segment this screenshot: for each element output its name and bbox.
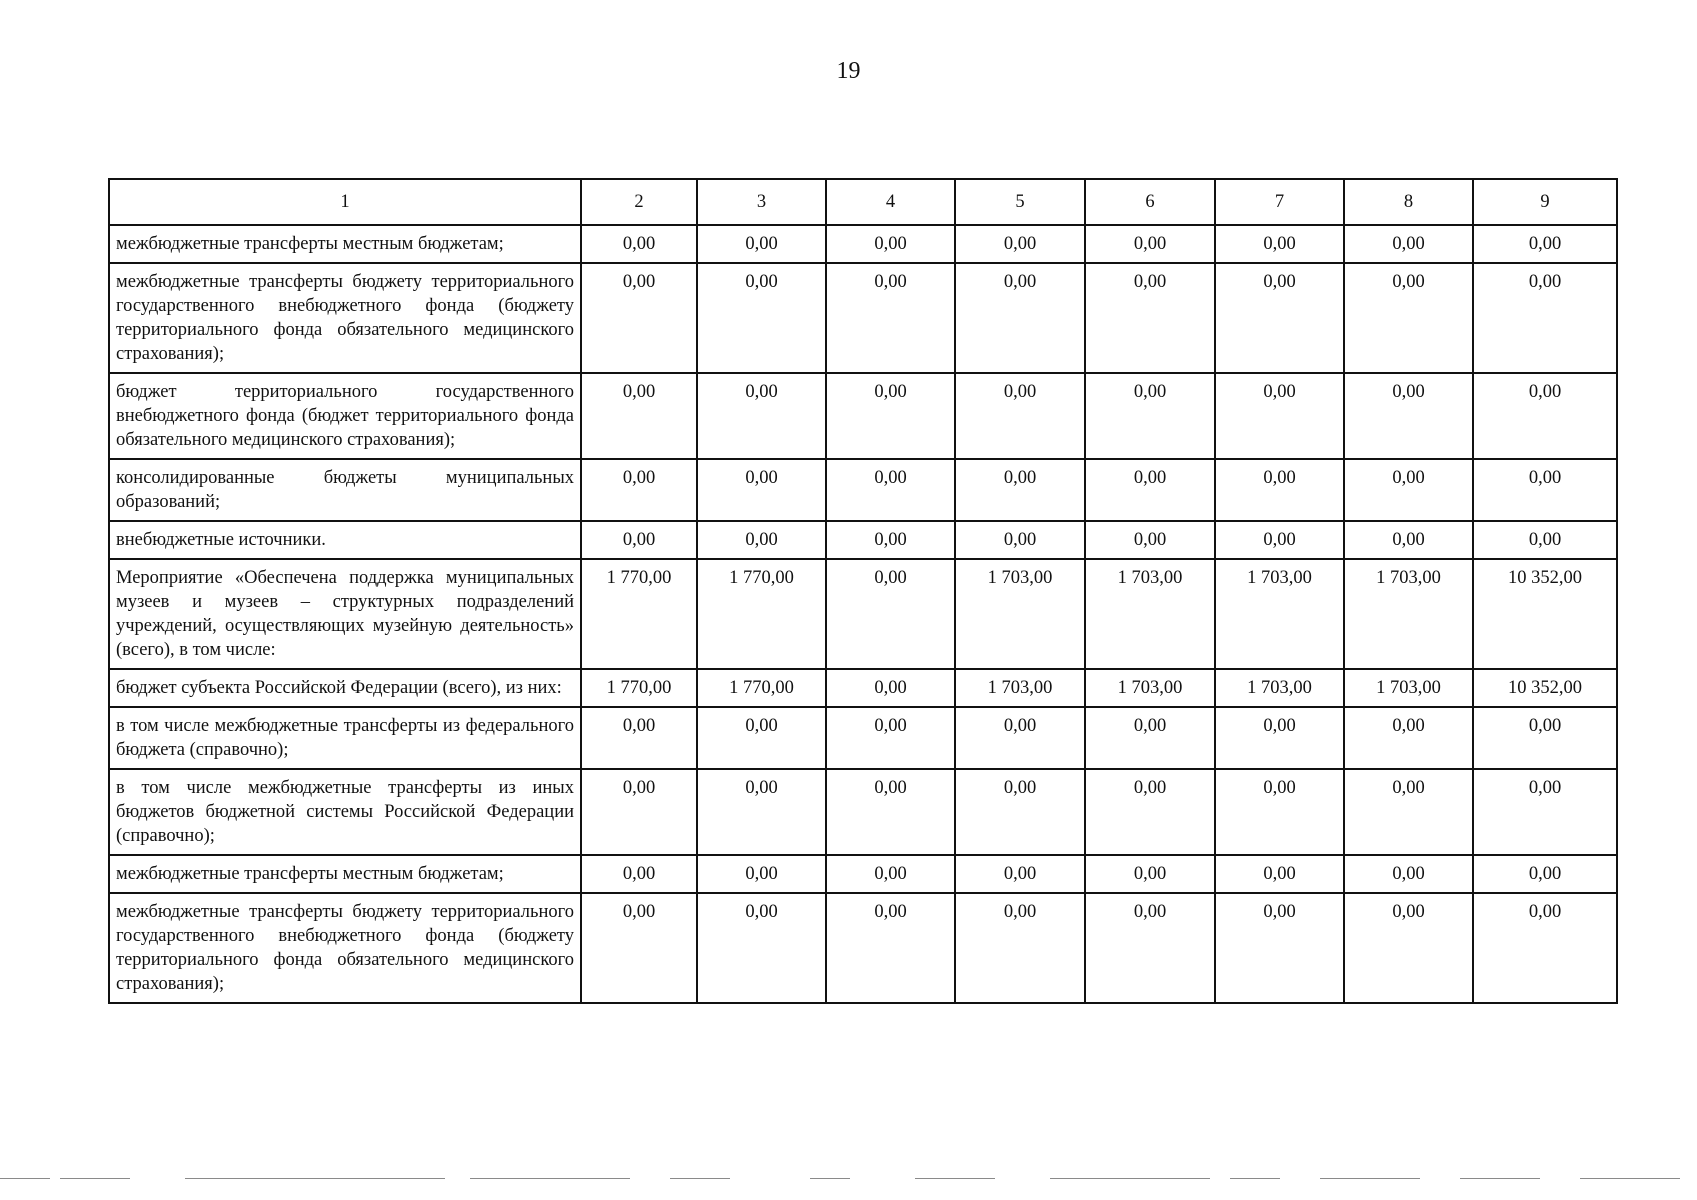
value-cell: 0,00 — [1344, 769, 1473, 855]
scan-artifact — [1230, 1178, 1280, 1179]
value-cell: 1 703,00 — [955, 669, 1085, 707]
value-cell: 0,00 — [1215, 263, 1344, 373]
value-cell: 0,00 — [955, 225, 1085, 263]
row-label: межбюджетные трансферты бюджету территориального государственного внебюджетного фонда (бюджету территориального фонда обязательного медицинского страхования); — [109, 263, 581, 373]
value-cell: 0,00 — [581, 225, 697, 263]
column-header: 2 — [581, 179, 697, 225]
scan-artifact — [1460, 1178, 1540, 1179]
column-header: 8 — [1344, 179, 1473, 225]
value-cell: 0,00 — [697, 263, 826, 373]
value-cell: 0,00 — [1344, 707, 1473, 769]
value-cell: 10 352,00 — [1473, 669, 1617, 707]
value-cell: 0,00 — [1473, 225, 1617, 263]
value-cell: 0,00 — [1473, 855, 1617, 893]
value-cell: 0,00 — [1344, 263, 1473, 373]
value-cell: 0,00 — [697, 707, 826, 769]
column-header: 3 — [697, 179, 826, 225]
value-cell: 0,00 — [1473, 459, 1617, 521]
value-cell: 0,00 — [581, 707, 697, 769]
value-cell: 1 770,00 — [697, 559, 826, 669]
page-number: 19 — [836, 58, 861, 84]
value-cell: 0,00 — [826, 559, 955, 669]
value-cell: 1 770,00 — [581, 669, 697, 707]
scan-artifact — [1580, 1178, 1680, 1179]
column-header: 7 — [1215, 179, 1344, 225]
value-cell: 0,00 — [826, 263, 955, 373]
value-cell: 0,00 — [1085, 855, 1215, 893]
value-cell: 0,00 — [1085, 521, 1215, 559]
table-row — [109, 893, 1617, 1003]
value-cell: 1 703,00 — [1215, 669, 1344, 707]
value-cell: 1 703,00 — [1085, 559, 1215, 669]
scan-artifact — [1050, 1178, 1210, 1179]
value-cell: 0,00 — [955, 263, 1085, 373]
value-cell: 0,00 — [581, 893, 697, 1003]
value-cell: 0,00 — [697, 769, 826, 855]
value-cell: 0,00 — [826, 373, 955, 459]
value-cell: 0,00 — [1085, 769, 1215, 855]
value-cell: 0,00 — [697, 373, 826, 459]
value-cell: 0,00 — [1215, 855, 1344, 893]
scan-artifact — [670, 1178, 730, 1179]
value-cell: 0,00 — [581, 373, 697, 459]
value-cell: 0,00 — [826, 521, 955, 559]
row-label: внебюджетные источники. — [109, 521, 581, 559]
scan-artifact — [470, 1178, 630, 1179]
scan-artifact — [60, 1178, 130, 1179]
value-cell: 0,00 — [1344, 225, 1473, 263]
value-cell: 0,00 — [1473, 263, 1617, 373]
value-cell: 0,00 — [955, 521, 1085, 559]
value-cell: 10 352,00 — [1473, 559, 1617, 669]
value-cell: 0,00 — [955, 893, 1085, 1003]
table-row — [109, 263, 1617, 373]
value-cell: 0,00 — [1344, 893, 1473, 1003]
value-cell: 0,00 — [697, 893, 826, 1003]
table-row — [109, 521, 1617, 559]
row-label: консолидированные бюджеты муниципальных образований; — [109, 459, 581, 521]
table-row — [109, 459, 1617, 521]
value-cell: 0,00 — [1344, 459, 1473, 521]
table-row — [109, 669, 1617, 707]
value-cell: 0,00 — [955, 459, 1085, 521]
value-cell: 0,00 — [697, 225, 826, 263]
value-cell: 0,00 — [826, 459, 955, 521]
column-header: 1 — [109, 179, 581, 225]
table-row — [109, 769, 1617, 855]
column-header: 9 — [1473, 179, 1617, 225]
value-cell: 0,00 — [1473, 893, 1617, 1003]
value-cell: 0,00 — [1344, 855, 1473, 893]
value-cell: 0,00 — [1344, 521, 1473, 559]
row-label: в том числе межбюджетные трансферты из иных бюджетов бюджетной системы Российской Федерации (справочно); — [109, 769, 581, 855]
row-label: межбюджетные трансферты местным бюджетам; — [109, 225, 581, 263]
table-row — [109, 225, 1617, 263]
value-cell: 0,00 — [697, 459, 826, 521]
value-cell: 1 703,00 — [1215, 559, 1344, 669]
value-cell: 0,00 — [581, 263, 697, 373]
value-cell: 0,00 — [955, 855, 1085, 893]
value-cell: 0,00 — [826, 893, 955, 1003]
row-label: Мероприятие «Обеспечена поддержка муниципальных музеев и музеев – структурных подразделений учреждений, осуществляющих музейную деятельность» (всего), в том числе: — [109, 559, 581, 669]
scan-artifact — [810, 1178, 850, 1179]
value-cell: 0,00 — [697, 521, 826, 559]
value-cell: 0,00 — [826, 707, 955, 769]
value-cell: 0,00 — [1085, 225, 1215, 263]
value-cell: 0,00 — [1215, 459, 1344, 521]
value-cell: 0,00 — [1215, 521, 1344, 559]
value-cell: 0,00 — [581, 855, 697, 893]
value-cell: 0,00 — [1085, 263, 1215, 373]
value-cell: 0,00 — [955, 769, 1085, 855]
value-cell: 0,00 — [1215, 707, 1344, 769]
scan-artifact — [0, 1178, 50, 1179]
value-cell: 0,00 — [1473, 521, 1617, 559]
budget-table — [108, 178, 1618, 1004]
table-body — [109, 225, 1617, 1003]
value-cell: 0,00 — [1473, 707, 1617, 769]
value-cell: 0,00 — [1085, 893, 1215, 1003]
table-row — [109, 373, 1617, 459]
value-cell: 0,00 — [1215, 893, 1344, 1003]
column-header: 5 — [955, 179, 1085, 225]
value-cell: 0,00 — [581, 769, 697, 855]
value-cell: 0,00 — [1085, 459, 1215, 521]
header-row — [109, 179, 1617, 225]
scan-artifact — [185, 1178, 445, 1179]
value-cell: 1 703,00 — [1085, 669, 1215, 707]
value-cell: 0,00 — [826, 769, 955, 855]
value-cell: 0,00 — [1215, 769, 1344, 855]
value-cell: 0,00 — [1215, 225, 1344, 263]
row-label: бюджет территориального государственного внебюджетного фонда (бюджет территориального фонда обязательного медицинского страхования); — [109, 373, 581, 459]
value-cell: 1 770,00 — [697, 669, 826, 707]
table-row — [109, 855, 1617, 893]
table-row — [109, 559, 1617, 669]
value-cell: 1 703,00 — [955, 559, 1085, 669]
value-cell: 1 770,00 — [581, 559, 697, 669]
row-label: межбюджетные трансферты бюджету территориального государственного внебюджетного фонда (бюджету территориального фонда обязательного медицинского страхования); — [109, 893, 581, 1003]
value-cell: 0,00 — [1215, 373, 1344, 459]
value-cell: 0,00 — [697, 855, 826, 893]
value-cell: 0,00 — [826, 855, 955, 893]
column-header: 6 — [1085, 179, 1215, 225]
value-cell: 0,00 — [826, 669, 955, 707]
row-label: в том числе межбюджетные трансферты из федерального бюджета (справочно); — [109, 707, 581, 769]
scan-artifact — [915, 1178, 995, 1179]
value-cell: 0,00 — [1473, 373, 1617, 459]
value-cell: 0,00 — [955, 707, 1085, 769]
value-cell: 0,00 — [581, 521, 697, 559]
value-cell: 0,00 — [1473, 769, 1617, 855]
column-header: 4 — [826, 179, 955, 225]
value-cell: 0,00 — [581, 459, 697, 521]
value-cell: 0,00 — [1085, 707, 1215, 769]
value-cell: 0,00 — [1344, 373, 1473, 459]
row-label: межбюджетные трансферты местным бюджетам; — [109, 855, 581, 893]
table-row — [109, 707, 1617, 769]
value-cell: 1 703,00 — [1344, 669, 1473, 707]
scan-artifact — [1320, 1178, 1420, 1179]
value-cell: 0,00 — [826, 225, 955, 263]
row-label: бюджет субъекта Российской Федерации (всего), из них: — [109, 669, 581, 707]
value-cell: 0,00 — [1085, 373, 1215, 459]
value-cell: 0,00 — [955, 373, 1085, 459]
value-cell: 1 703,00 — [1344, 559, 1473, 669]
